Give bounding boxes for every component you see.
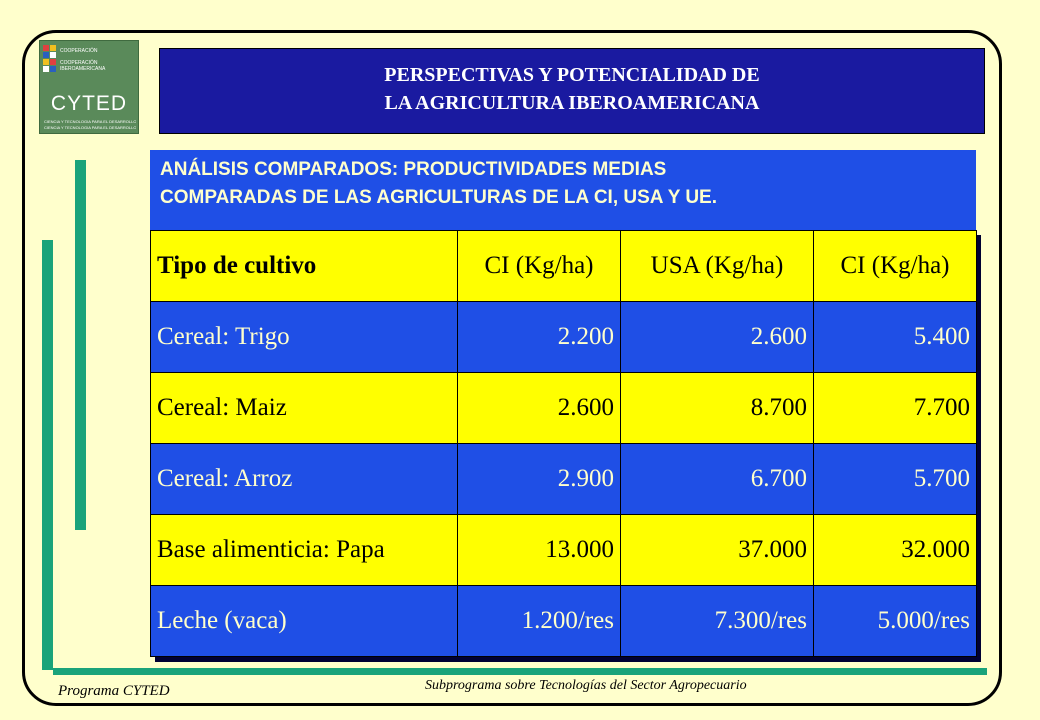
table-row	[151, 444, 977, 515]
value-cell: 5.700	[814, 444, 977, 515]
value-cell: 2.200	[458, 302, 621, 373]
value-cell: 2.900	[458, 444, 621, 515]
cooperacion-mark-icon	[43, 45, 59, 59]
subtitle-line-2: COMPARADAS DE LAS AGRICULTURAS DE LA CI, USA Y UE.	[160, 187, 718, 208]
header-cell: USA (Kg/ha)	[621, 231, 814, 302]
decorative-vertical-bar	[75, 160, 86, 530]
logo-brand: CYTED	[50, 92, 128, 115]
header-cell: Tipo de cultivo	[151, 231, 458, 302]
crop-cell: Base alimenticia: Papa	[151, 515, 458, 586]
crop-cell: Cereal: Trigo	[151, 302, 458, 373]
logo-line-1: COOPERACIÓN	[60, 48, 98, 54]
table-row	[151, 586, 977, 657]
crop-cell: Cereal: Maiz	[151, 373, 458, 444]
footer-subprogram: Subprograma sobre Tecnologías del Sector Agropecuario	[425, 678, 747, 693]
decorative-horizontal-bar	[53, 668, 987, 675]
value-cell: 1.200/res	[458, 586, 621, 657]
value-cell: 32.000	[814, 515, 977, 586]
value-cell: 7.300/res	[621, 586, 814, 657]
table-row	[151, 515, 977, 586]
footer-program: Programa CYTED	[58, 683, 170, 699]
decorative-vertical-bar	[42, 240, 53, 670]
title-line-1: PERSPECTIVAS Y POTENCIALIDAD DE	[384, 64, 760, 86]
value-cell: 2.600	[458, 373, 621, 444]
header-cell: CI (Kg/ha)	[458, 231, 621, 302]
logo-tagline-1: CIENCIA Y TECNOLOGIA PARA EL DESARROLLO	[44, 119, 136, 124]
value-cell: 6.700	[621, 444, 814, 515]
table-row	[151, 302, 977, 373]
title-line-2: LA AGRICULTURA IBEROAMERICANA	[384, 92, 760, 114]
iberoamericana-mark-icon	[43, 59, 59, 73]
table-row	[151, 373, 977, 444]
header-cell: CI (Kg/ha)	[814, 231, 977, 302]
value-cell: 5.000/res	[814, 586, 977, 657]
value-cell: 5.400	[814, 302, 977, 373]
slide-title	[159, 48, 985, 134]
subtitle-line-1: ANÁLISIS COMPARADOS: PRODUCTIVIDADES MEDIAS	[160, 159, 667, 180]
value-cell: 8.700	[621, 373, 814, 444]
table-header-row	[151, 231, 977, 302]
logo-line-2: COOPERACIÓN IBEROAMERICANA	[60, 60, 106, 72]
value-cell: 13.000	[458, 515, 621, 586]
slide-subtitle	[150, 150, 976, 230]
logo-tagline-2: CIENCIA Y TECNOLOGIA PARA EL DESARROLLO	[44, 125, 136, 130]
cyted-logo	[39, 40, 139, 134]
value-cell: 2.600	[621, 302, 814, 373]
value-cell: 7.700	[814, 373, 977, 444]
productivity-table	[150, 230, 976, 657]
value-cell: 37.000	[621, 515, 814, 586]
crop-cell: Cereal: Arroz	[151, 444, 458, 515]
crop-cell: Leche (vaca)	[151, 586, 458, 657]
